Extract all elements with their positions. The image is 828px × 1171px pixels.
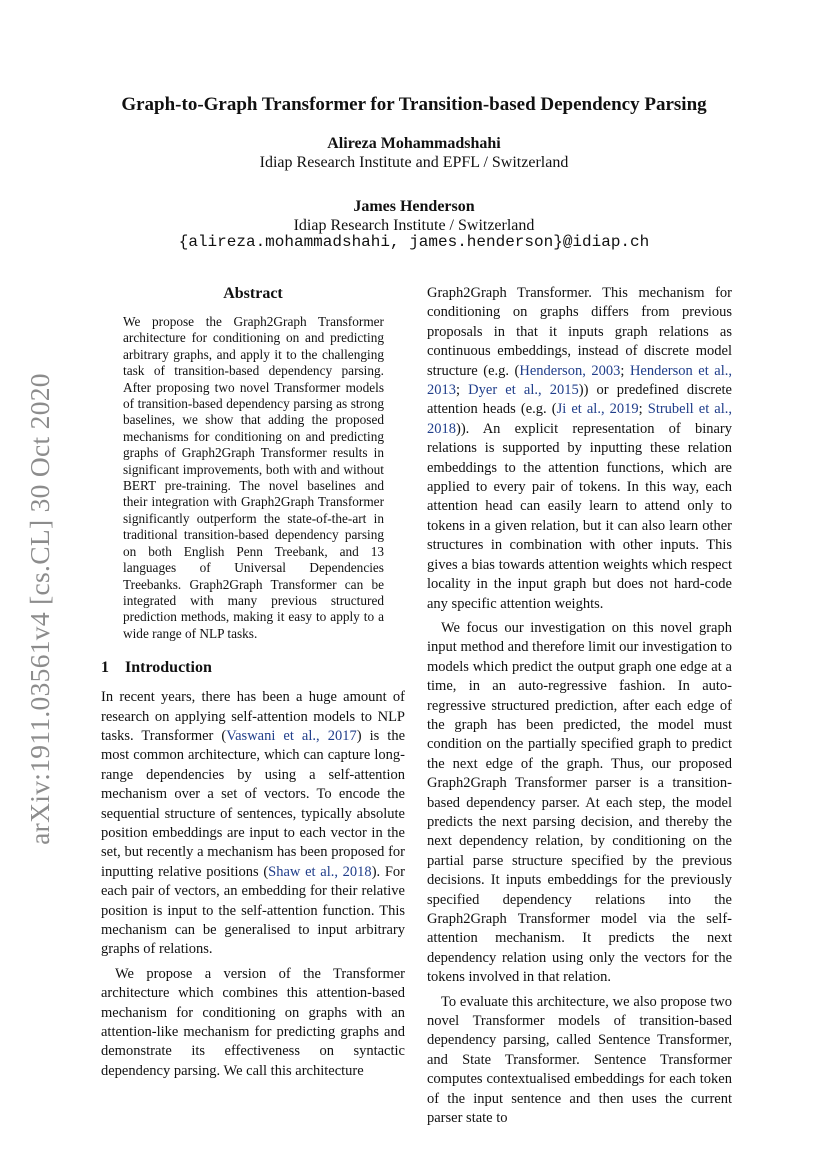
citation-link[interactable]: Henderson et al., 2013 <box>427 362 732 399</box>
intro-paragraph-4: To evaluate this architecture, we also propose two novel Transformer models of transition-based dependency parsing, called Sentence Transformer, and State Transformer. Sentence Transformer computes contextualised embeddings for each token of the input sentence and then uses the current parser state to <box>427 993 732 1127</box>
author-affiliation-2: Idiap Research Institute / Switzerland <box>293 217 535 234</box>
text-run: ; <box>620 362 630 379</box>
citation-link[interactable]: Henderson, 2003 <box>519 362 621 379</box>
abstract-heading: Abstract <box>223 285 283 302</box>
section-heading-introduction <box>101 658 405 678</box>
text-run: ) is the most common architecture, which can capture long-range dependencies by using a self-attention mechanism over a set of vectors. To encode the sequential structure of sentences, typically absolute position embeddings are input to each vector in the set, but recently a mechanism has been proposed for inputting relative positions ( <box>101 727 406 880</box>
citation-link[interactable]: Vaswani et al., 2017 <box>226 727 357 744</box>
arxiv-id: arXiv:1911.03561v4 [cs.CL] 30 Oct 2020 <box>24 373 55 845</box>
citation-link[interactable]: Dyer et al., 2015 <box>468 382 579 399</box>
section-number: 1 <box>101 659 109 677</box>
text-run: ). For each pair of vectors, an embedding for their relative position is input to the self-attention function. This mechanism can be generalised to input arbitrary graphs of relations. <box>101 863 405 958</box>
text-run: )) or predefined discrete attention heads (e.g. ( <box>427 382 732 418</box>
intro-paragraph-2: We propose a version of the Transformer architecture which combines this attention-based mechanism for conditioning on graphs with an attention-like mechanism for predicting graphs and demonstrate its effectiveness on syntactic dependency parsing. We call this architecture <box>101 965 405 1079</box>
intro-paragraph-2-continued <box>427 284 732 614</box>
author-emails: {alireza.mohammadshahi, james.henderson}@idiap.ch <box>178 233 650 251</box>
citation-link[interactable]: Ji et al., 2019 <box>556 401 639 418</box>
author-name-1: Alireza Mohammadshahi <box>327 135 501 152</box>
text-run: ; <box>456 382 469 399</box>
arxiv-watermark <box>22 366 58 852</box>
right-column <box>427 284 732 1128</box>
intro-paragraph-3: We focus our investigation on this novel graph input method and therefore limit our investigation to models which predict the output graph one edge at a time, in an auto-regressive fashion. In auto-regressive structured prediction, after each edge of the graph has been predicted, the model must condition on the partially specified graph to predict the next edge of the graph. Thus, our proposed Graph2Graph Transformer parser is a transition-based dependency parser. At each step, the model predicts the next parsing decision, and thereby the next dependency relation, by conditioning on the partial parse structure specified by the previous decisions. It inputs embeddings for the previously specified dependency relations into the Graph2Graph Transformer model via the self-attention mechanism. It predicts the next dependency relation using only the vectors for the tokens involved in that relation. <box>427 619 732 986</box>
author-name-2: James Henderson <box>353 198 475 215</box>
text-run: Graph2Graph Transformer. This mechanism for conditioning on graphs differs from previous proposals in that it inputs graph relations as continuous embeddings, instead of discrete model structure (e.g. ( <box>427 285 732 379</box>
section-title: Introduction <box>125 659 212 677</box>
abstract-text: We propose the Graph2Graph Transformer architecture for conditioning on and predicting arbitrary graphs, and apply it to the challenging task of transition-based dependency parsing. After proposing two novel Transformer models of transition-based dependency parsing as strong baselines, we show that adding the proposed mechanisms for conditioning on and predicting graphs of Graph2Graph Transformer results in significant improvements, both with and without BERT pre-training. The novel baselines and their integration with Graph2Graph Transformer significantly outperform the state-of-the-art in traditional transition-based dependency parsing on both English Penn Treebank, and 13 languages of Universal Dependencies Treebanks. Graph2Graph Transformer can be integrated with many previous structured prediction methods, making it easy to apply to a wide range of NLP tasks. <box>123 314 384 641</box>
text-run: )). An explicit representation of binary relations is supported by inputting these relation embeddings to the attention functions, which are applied to every pair of tokens. In this way, each attention head can easily learn to attend only to tokens in a given relation, but it can also learn other structures in combination with other inputs. This gives a bias towards attention weights which respect locality in the input graph but does not hard-code any specific attention weights. <box>427 420 732 612</box>
intro-paragraph-1 <box>101 688 405 960</box>
paper-title: Graph-to-Graph Transformer for Transition-based Dependency Parsing <box>121 94 707 115</box>
text-run: ; <box>638 401 648 418</box>
author-affiliation-1: Idiap Research Institute and EPFL / Switzerland <box>259 154 569 171</box>
left-column <box>101 284 405 1081</box>
citation-link[interactable]: Shaw et al., 2018 <box>268 863 372 880</box>
text-run: In recent years, there has been a huge amount of research on applying self-attention models to NLP tasks. Transformer ( <box>101 689 405 744</box>
citation-link[interactable]: Strubell et al., 2018 <box>427 401 733 437</box>
